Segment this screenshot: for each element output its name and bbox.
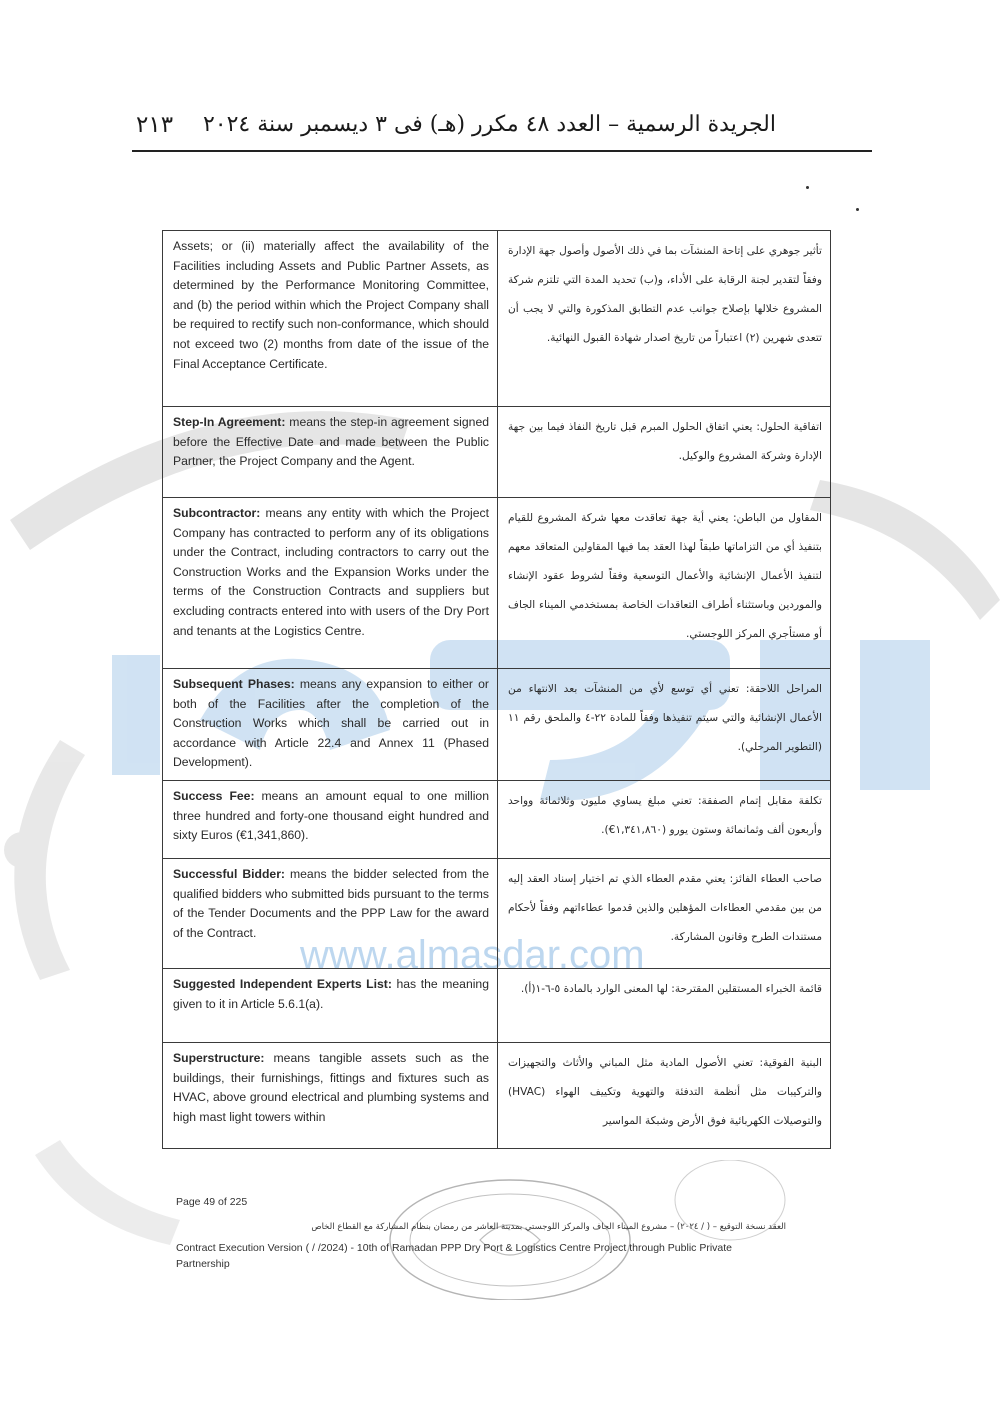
scan-speck	[806, 186, 809, 189]
english-definition	[163, 231, 498, 407]
arabic-definition: صاحب العطاء الفائز: يعني مقدم العطاء الذي تم اختيار إسناد العقد إليه من بين مقدمي العطاءات المؤهلين والذين قدموا عطاءاتهم وفقاً لأحكام مستندات الطرح وقانون المشاركة.	[498, 859, 831, 969]
english-definition	[163, 407, 498, 498]
table-row	[163, 231, 831, 407]
english-definition	[163, 669, 498, 781]
defined-term: Suggested Independent Experts List:	[173, 977, 392, 991]
gazette-title: الجريدة الرسمية – العدد ٤٨ مكرر (هـ) فى ٣ ديسمبر سنة ٢٠٢٤	[202, 112, 776, 137]
definition-text: means tangible assets such as the buildings, their furnishings, fittings and fixtures such as HVAC, above ground electrical and plumbing systems and high mast light towers within	[173, 1051, 489, 1124]
defined-term: Superstructure:	[173, 1051, 265, 1065]
page-number: ٢١٣	[136, 112, 174, 138]
gazette-header	[132, 112, 872, 152]
arabic-definition: تأثير جوهري على إتاحة المنشآت بما في ذلك الأصول وأصول جهة الإدارة وفقاً لتقدير لجنة الرقابة على الأداء، و(ب) تحديد المدة التي تلتزم شركة المشروع خلالها بإصلاح جوانب عدم التطابق المذكورة والتي لا يجب أن تتعدى شهرين (٢) اعتباراً من تاريخ اصدار شهادة القبول النهائية.	[498, 231, 831, 407]
defined-term: Step-In Agreement:	[173, 415, 286, 429]
arabic-definition: تكلفة مقابل إتمام الصفقة: تعني مبلغ يساوي مليون وثلاثمائة وواحد وأربعون ألف وثمانمائة وستون يورو (١,٣٤١,٨٦٠€).	[498, 781, 831, 859]
table-row	[163, 1043, 831, 1149]
table-row	[163, 859, 831, 969]
english-definition	[163, 781, 498, 859]
arabic-definition: المراحل اللاحقة: تعني أي توسع لأي من المنشآت بعد الانتهاء من الأعمال الإنشائية والتي سيتم تنفيذها وفقاً للمادة ٢٢-٤ والملحق رقم ١١ (التطوير المرحلي).	[498, 669, 831, 781]
table-row	[163, 407, 831, 498]
definition-text: means any expansion to either or both of the Facilities after the completion of the Construction Works which shall be carried out in accordance with Article 22.4 and Annex 11 (Phased Development).	[173, 677, 489, 770]
watermark-url: www.almasdar.com	[300, 933, 645, 977]
defined-term: Subcontractor:	[173, 506, 261, 520]
arabic-definition: البنية الفوقية: تعني الأصول المادية مثل المباني والأثاث والتجهيزات والتركيبات مثل أنظمة التدفئة والتهوية وتكييف الهواء (HVAC) والتوصيلات الكهربائية فوق الأرض وشبكة المواسير	[498, 1043, 831, 1149]
defined-term: Success Fee:	[173, 789, 255, 803]
table-row	[163, 669, 831, 781]
defined-term: Subsequent Phases:	[173, 677, 295, 691]
definitions-table	[162, 230, 831, 1149]
english-definition	[163, 969, 498, 1043]
english-definition	[163, 859, 498, 969]
scan-speck	[856, 208, 859, 211]
defined-term: Successful Bidder:	[173, 867, 285, 881]
definition-text: means an amount equal to one million three hundred and forty-one thousand eight hundred and sixty Euros (€1,341,860).	[173, 789, 489, 843]
definition-text: means the bidder selected from the qualified bidders who submitted bids pursuant to the terms of the Tender Documents and the PPP Law for the award of the Contract.	[173, 867, 489, 940]
footer-english: Contract Execution Version ( / /2024) - 10th of Ramadan PPP Dry Port & Logistics Centre Project through Public Private Partnership	[176, 1242, 732, 1270]
english-definition	[163, 498, 498, 669]
footer-arabic: العقد نسخة التوقيع – ( / ٢٠٢٤) – مشروع الميناء الجاف والمركز اللوجستي بمدينة العاشر من رمضان بنظام المشاركة مع القطاع الخاص	[311, 1222, 786, 1232]
page-indicator: Page 49 of 225	[176, 1196, 248, 1208]
arabic-definition: اتفاقية الحلول: يعني اتفاق الحلول المبرم قبل تاريخ النفاذ فيما بين جهة الإدارة وشركة المشروع والوكيل.	[498, 407, 831, 498]
table-row	[163, 969, 831, 1043]
arabic-definition: المقاول من الباطن: يعني أية جهة تعاقدت معها شركة المشروع للقيام بتنفيذ أي من التزاماتها طبقاً لهذا العقد بما فيها المقاولين المتعاقد معهم لتنفيذ الأعمال الإنشائية والأعمال التوسعية وفقاً لشروط عقود الإنشاء والموردين وباستثناء أطراف التعاقدات الخاصة بمستخدمي الميناء الجاف أو مستأجري المركز اللوجستي.	[498, 498, 831, 669]
definition-text: means the step-in agreement signed before the Effective Date and made between the Public Partner, the Project Company and the Agent.	[173, 415, 489, 469]
definition-text: means any entity with which the Project Company has contracted to perform any of its obligations under the Contract, including contractors to carry out the Construction Works and the Expansion Works under the terms of the Construction Contracts and suppliers but excluding contracts entered into with users of the Dry Port and tenants at the Logistics Centre.	[173, 506, 489, 638]
definition-text: has the meaning given to it in Article 5.6.1(a).	[173, 977, 489, 1011]
definition-text: Assets; or (ii) materially affect the availability of the Facilities including Assets and Public Partner Assets, as determined by the Performance Monitoring Committee, and (b) the period within which the Project Company shall be required to rectify such non-conformance, which should not exceed two (2) months from date of the issue of the Final Acceptance Certificate.	[173, 239, 489, 371]
english-definition	[163, 1043, 498, 1149]
table-row	[163, 498, 831, 669]
arabic-definition: قائمة الخبراء المستقلين المقترحة: لها المعنى الوارد بالمادة ٥-٦-١(أ).	[498, 969, 831, 1043]
table-row	[163, 781, 831, 859]
